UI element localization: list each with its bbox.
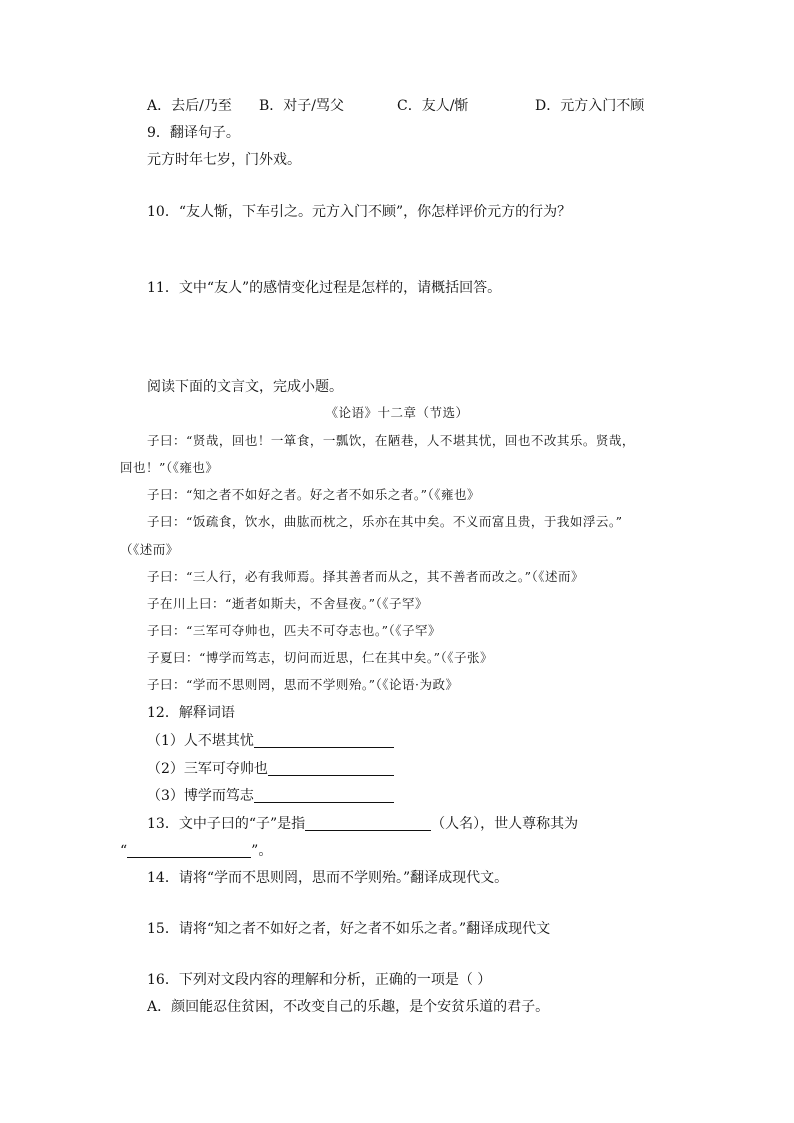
q13-part2: （人名），世人尊称其为 bbox=[431, 816, 579, 832]
q10-question: 10．“友人惭，下车引之。元方入门不顾”，你怎样评价元方的行为？ bbox=[147, 204, 572, 220]
passage-line: 子曰：“三人行，必有我师焉。择其善者而从之，其不善者而改之。”（《述而》 bbox=[147, 569, 585, 584]
q14-question: 14．请将“学而不思则罔，思而不学则殆。”翻译成现代文。 bbox=[147, 870, 509, 886]
answer-blank[interactable] bbox=[254, 788, 394, 803]
q13-close-quote: ”。 bbox=[251, 843, 273, 859]
q12-item bbox=[147, 786, 394, 806]
q13-line1 bbox=[147, 814, 578, 834]
passage-line: 子曰：“饭疏食，饮水，曲肱而枕之，乐亦在其中矣。不义而富且贵，于我如浮云。” bbox=[147, 514, 623, 529]
passage-line: 子曰：“三军可夺帅也，匹夫不可夺志也。”（《子罕》 bbox=[147, 623, 442, 638]
q12-item-label: （2）三军可夺帅也 bbox=[147, 761, 268, 777]
q16-title: 16．下列对文段内容的理解和分析，正确的一项是（ ） bbox=[147, 972, 492, 988]
q13-line2 bbox=[120, 841, 272, 861]
q8-option-d: D．元方入门不顾 bbox=[535, 98, 645, 114]
answer-blank[interactable] bbox=[254, 733, 394, 748]
passage-intro: 阅读下面的文言文，完成小题。 bbox=[147, 379, 343, 395]
passage-line: 子曰：“学而不思则罔，思而不学则殆。”（《论语·为政》 bbox=[147, 677, 459, 692]
passage-line: 子曰：“贤哉，回也！一箪食，一瓢饮，在陋巷，人不堪其忧，回也不改其乐。贤哉， bbox=[147, 433, 635, 448]
q12-title: 12．解释词语 bbox=[147, 705, 235, 721]
q12-item bbox=[147, 731, 394, 751]
q13-open-quote: “ bbox=[120, 843, 128, 859]
passage-line: （《述而》 bbox=[120, 542, 179, 557]
q16-option-a: A．颜回能忍住贫困，不改变自己的乐趣，是个安贫乐道的君子。 bbox=[147, 999, 550, 1015]
passage-line: 回也！”（《雍也》 bbox=[120, 460, 219, 475]
q13-part1: 13．文中子曰的“子”是指 bbox=[147, 816, 306, 832]
q9-sentence: 元方时年七岁，门外戏。 bbox=[147, 152, 301, 168]
q15-question: 15．请将“知之者不如好之者，好之者不如乐之者。”翻译成现代文 bbox=[147, 921, 551, 937]
q12-item bbox=[147, 759, 394, 779]
q12-item-label: （1）人不堪其忧 bbox=[147, 733, 254, 749]
passage-title: 《论语》十二章（节选） bbox=[325, 405, 469, 420]
passage-line: 子夏曰：“博学而笃志，切问而近思，仁在其中矣。”（《子张》 bbox=[147, 650, 494, 665]
passage-line: 子曰：“知之者不如好之者。好之者不如乐之者。”（《雍也》 bbox=[147, 487, 481, 502]
q8-option-b: B．对子/骂父 bbox=[259, 98, 345, 114]
q9-title: 9．翻译句子。 bbox=[147, 125, 240, 141]
q11-question: 11．文中“友人”的感情变化过程是怎样的，请概括回答。 bbox=[147, 280, 502, 296]
answer-blank[interactable] bbox=[305, 816, 431, 831]
q8-option-a: A．去后/乃至 bbox=[147, 98, 232, 114]
answer-blank[interactable] bbox=[127, 843, 251, 858]
q8-option-c: C．友人/惭 bbox=[397, 98, 469, 114]
answer-blank[interactable] bbox=[268, 761, 394, 776]
q12-item-label: （3）博学而笃志 bbox=[147, 788, 254, 804]
passage-line: 子在川上曰：“逝者如斯夫，不舍昼夜。”（《子罕》 bbox=[147, 596, 429, 611]
